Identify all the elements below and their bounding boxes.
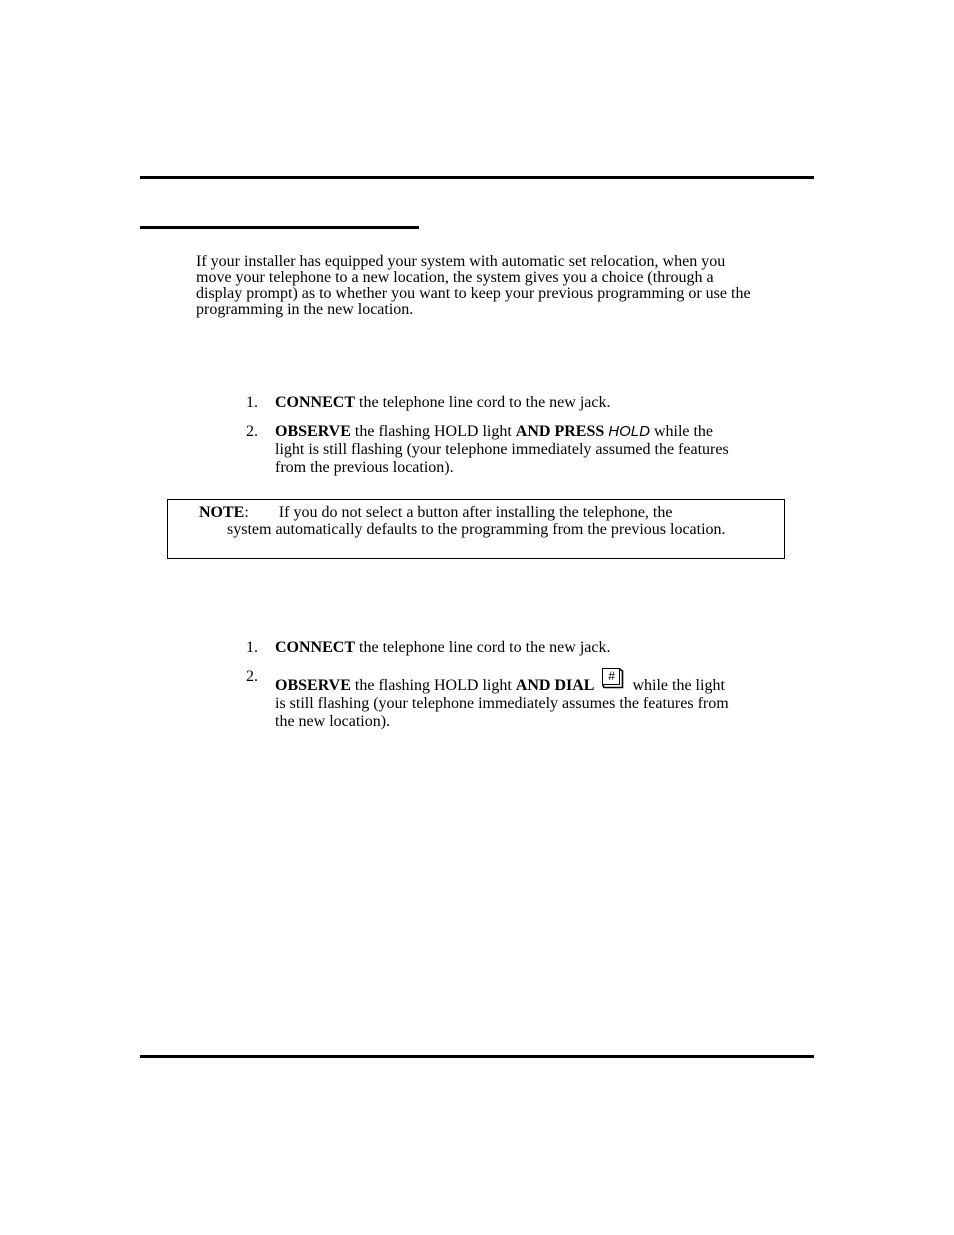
step-text: the telephone line cord to the new jack.	[359, 639, 611, 656]
step-number: 2.	[246, 668, 258, 685]
step-action-secondary: AND PRESS	[515, 423, 605, 440]
list-item	[236, 423, 736, 477]
pound-key-label: #	[608, 669, 615, 683]
intro-paragraph: If your installer has equipped your system with automatic set relocation, when you move your telephone to a new location, the system gives you a choice (through a display prompt) as to whether you want to keep your previous programming or use the programming in the new location.	[196, 253, 751, 318]
note-line-1: If you do not select a button after installing the telephone, the	[278, 504, 673, 521]
step-number: 1.	[246, 394, 258, 411]
step-text: the flashing HOLD light	[354, 677, 512, 694]
list-item	[236, 668, 736, 731]
use-new-steps	[236, 639, 736, 742]
step-text: the telephone line cord to the new jack.	[359, 394, 611, 411]
step-action-secondary: AND DIAL	[515, 677, 595, 694]
footer-rule	[140, 1055, 814, 1058]
step-action: OBSERVE	[275, 677, 351, 694]
hold-key-label: HOLD	[608, 423, 650, 440]
note-colon: :	[244, 504, 249, 521]
note-line-rest: system automatically defaults to the programming from the previous location.	[227, 520, 726, 538]
header-rule	[140, 176, 814, 179]
step-action: CONNECT	[275, 639, 356, 656]
list-item	[236, 639, 736, 657]
step-text-continued: while the light is still flashing (your telephone immediately assumes the features from the new location).	[275, 677, 729, 730]
step-number: 2.	[246, 423, 258, 440]
step-text: the flashing HOLD light	[354, 423, 512, 440]
note-label: NOTE	[199, 504, 245, 521]
pound-key-icon	[602, 668, 622, 687]
step-number: 1.	[246, 639, 258, 656]
note-box	[167, 499, 785, 559]
keep-previous-steps	[236, 394, 736, 488]
section-heading-rule	[140, 226, 419, 229]
note-text	[199, 505, 739, 538]
list-item	[236, 394, 736, 412]
step-action: CONNECT	[275, 394, 356, 411]
step-action: OBSERVE	[275, 423, 351, 440]
step-text-continued: while the light is still flashing (your telephone immediately assumed the features from the previous location).	[275, 423, 729, 476]
